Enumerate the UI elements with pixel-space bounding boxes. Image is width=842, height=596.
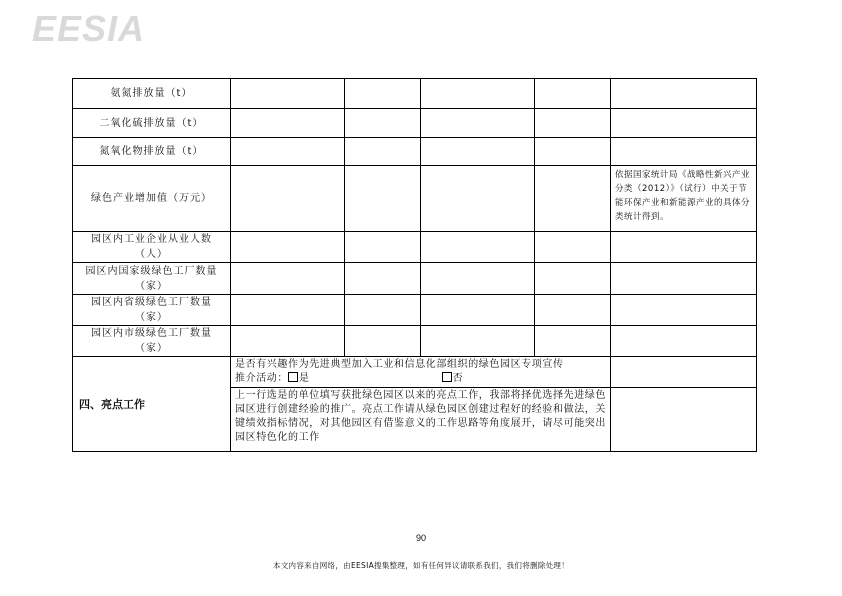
eesia-logo: EESIA [32, 8, 146, 49]
yes-checkbox[interactable] [288, 372, 298, 382]
row-label-line1: 园区内省级绿色工厂数量 [91, 297, 212, 308]
note-cell [611, 109, 757, 138]
value-cell[interactable] [345, 295, 421, 326]
value-cell[interactable] [345, 138, 421, 166]
question-line2: 推介活动： [235, 373, 288, 384]
row-label [73, 326, 231, 357]
value-cell[interactable] [231, 295, 345, 326]
row-label [73, 263, 231, 295]
value-cell[interactable] [421, 232, 535, 263]
value-cell[interactable] [345, 326, 421, 357]
page-number: 90 [415, 533, 426, 543]
value-cell[interactable] [535, 263, 611, 295]
value-cell[interactable] [231, 326, 345, 357]
table-row [73, 263, 757, 295]
row-label: 二氧化硫排放量（t） [73, 109, 231, 138]
note-cell [611, 295, 757, 326]
value-cell[interactable] [421, 109, 535, 138]
table-row [73, 326, 757, 357]
value-cell[interactable] [421, 138, 535, 166]
row-label-line1: 园区内工业企业从业人数 [91, 234, 212, 245]
value-cell[interactable] [535, 295, 611, 326]
table-row [73, 138, 757, 166]
value-cell[interactable] [345, 232, 421, 263]
note-cell [611, 263, 757, 295]
note-cell [611, 388, 757, 452]
promotion-question [231, 357, 611, 388]
table-row [73, 295, 757, 326]
value-cell[interactable] [421, 263, 535, 295]
value-cell[interactable] [421, 79, 535, 109]
row-label: 氮氧化物排放量（t） [73, 138, 231, 166]
note-cell [611, 357, 757, 388]
row-label-line2: （人） [135, 249, 168, 260]
row-label-line1: 园区内市级绿色工厂数量 [91, 328, 212, 339]
section-title: 四、亮点工作 [73, 357, 231, 452]
note-cell [611, 326, 757, 357]
value-cell[interactable] [345, 79, 421, 109]
row-label: 绿色产业增加值（万元） [73, 166, 231, 232]
row-label-line1: 园区内国家级绿色工厂数量 [85, 265, 218, 277]
value-cell[interactable] [231, 138, 345, 166]
note-cell: 依据国家统计局《战略性新兴产业分类（2012）》（试行）中关于节能环保产业和新能源产业的具体分类统计得到。 [611, 166, 757, 232]
no-label: 否 [452, 373, 464, 384]
table-row [73, 79, 757, 109]
note-cell [611, 138, 757, 166]
value-cell[interactable] [345, 109, 421, 138]
indicator-table [72, 78, 757, 452]
row-label [73, 232, 231, 263]
value-cell[interactable] [231, 109, 345, 138]
row-label: 氨氮排放量（t） [73, 79, 231, 109]
yes-label: 是 [299, 373, 310, 384]
value-cell[interactable] [535, 166, 611, 232]
note-cell [611, 232, 757, 263]
value-cell[interactable] [421, 326, 535, 357]
value-cell[interactable] [231, 263, 345, 295]
value-cell[interactable] [535, 109, 611, 138]
table-row [73, 109, 757, 138]
footer-disclaimer: 本文内容来自网络，由EESIA搜集整理，如有任何异议请联系我们，我们将删除处理！ [272, 561, 570, 570]
row-label-line2: （家） [135, 343, 168, 354]
value-cell[interactable] [421, 295, 535, 326]
note-cell [611, 79, 757, 109]
row-label-line2: （家） [135, 280, 168, 292]
value-cell[interactable] [231, 79, 345, 109]
value-cell[interactable] [535, 232, 611, 263]
question-line1: 是否有兴趣作为先进典型加入工业和信息化部组织的绿色园区专项宣传 [235, 359, 564, 370]
value-cell[interactable] [231, 232, 345, 263]
value-cell[interactable] [535, 138, 611, 166]
table-row [73, 357, 757, 388]
value-cell[interactable] [535, 79, 611, 109]
table-row [73, 232, 757, 263]
row-label-line2: （家） [135, 312, 168, 323]
highlight-description[interactable]: 上一行选是的单位填写获批绿色园区以来的亮点工作，我部将择优选择先进绿色园区进行创建经验的推广。亮点工作请从绿色园区创建过程好的经验和做法，关键绩效指标情况，对其他园区有借鉴意义的工作思路等角度展开，请尽可能突出园区特色化的工作 [231, 388, 611, 452]
table-row [73, 166, 757, 232]
value-cell[interactable] [421, 166, 535, 232]
value-cell[interactable] [345, 166, 421, 232]
value-cell[interactable] [231, 166, 345, 232]
value-cell[interactable] [535, 326, 611, 357]
value-cell[interactable] [345, 263, 421, 295]
no-checkbox[interactable] [442, 372, 452, 382]
row-label [73, 295, 231, 326]
